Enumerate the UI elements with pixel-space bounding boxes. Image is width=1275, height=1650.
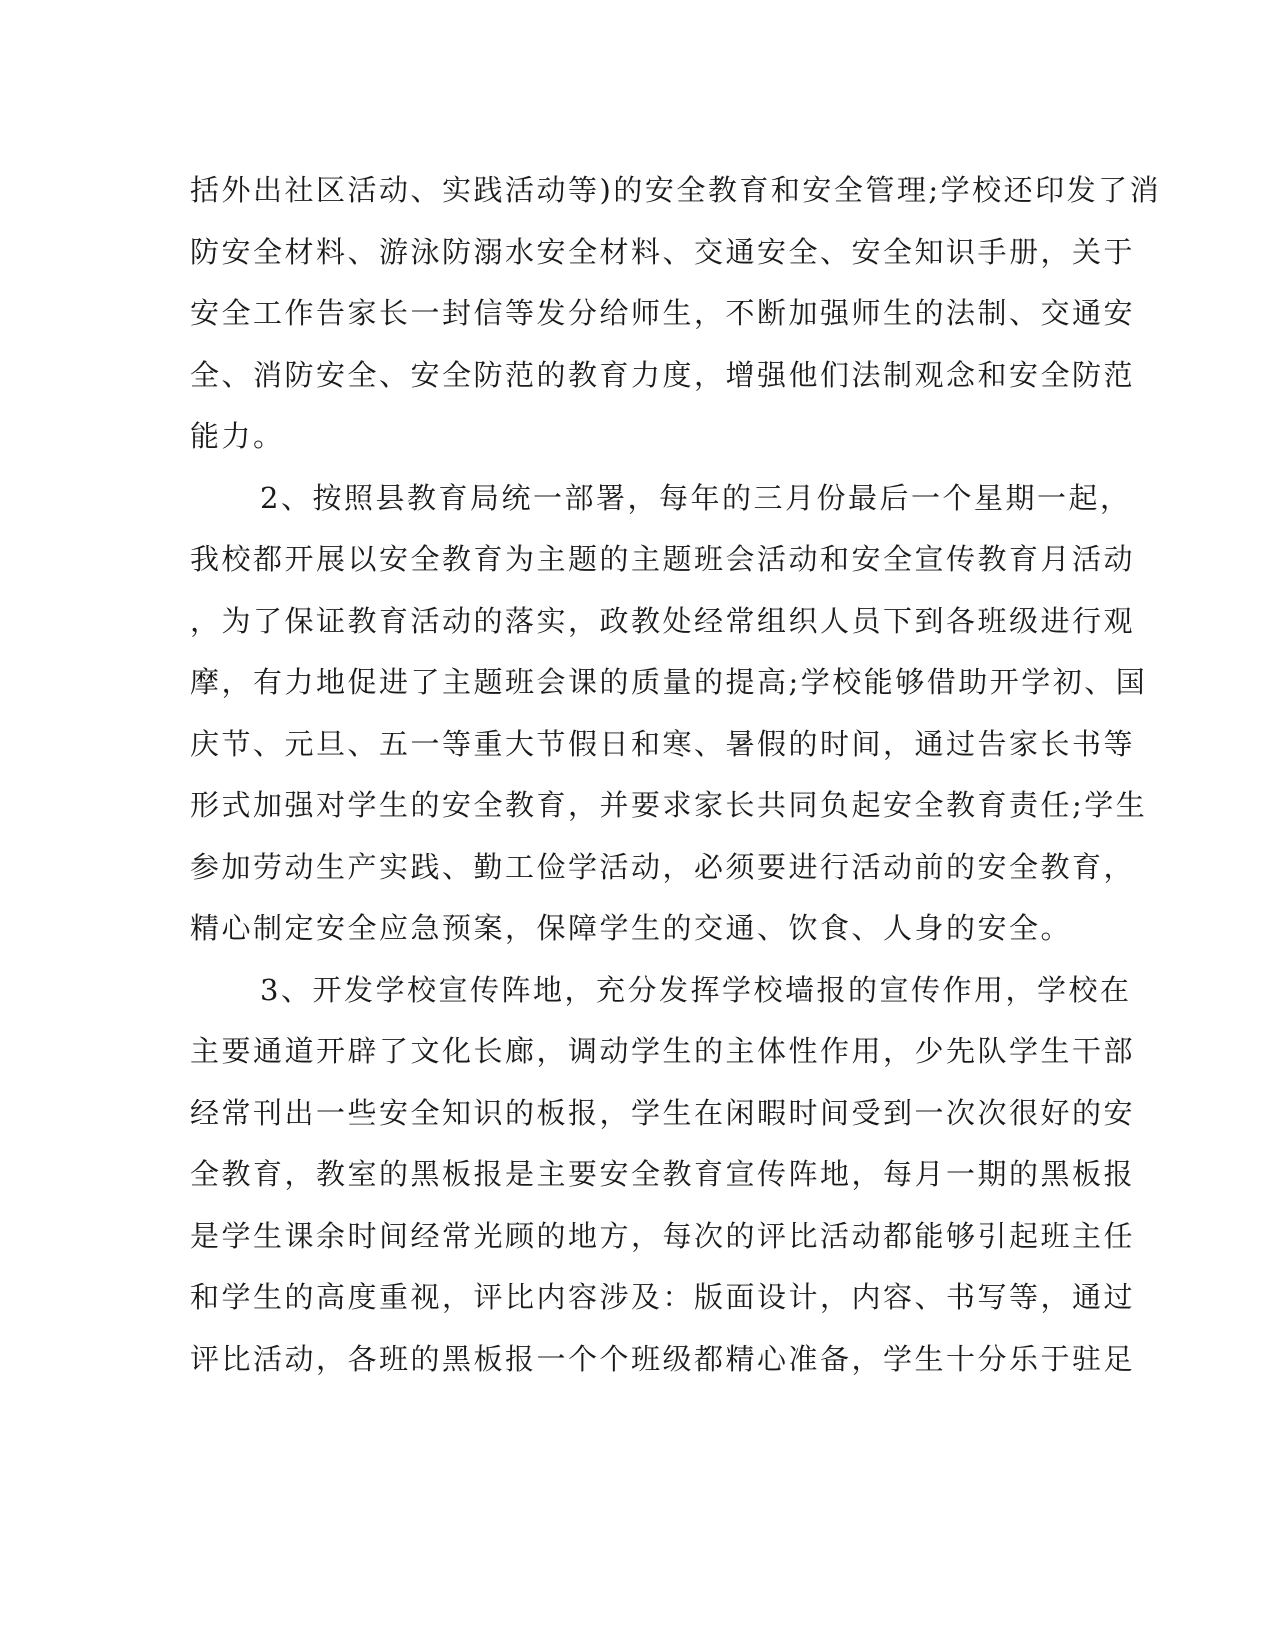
text-line: 摩，有力地促进了主题班会课的质量的提高;学校能够借助开学初、国 — [190, 665, 1148, 699]
text-line: 精心制定安全应急预案，保障学生的交通、饮食、人身的安全。 — [190, 911, 1073, 945]
paragraph-item-3 — [190, 960, 1136, 1391]
document-body — [190, 160, 1162, 1390]
text-line: 庆节、元旦、五一等重大节假日和寒、暑假的时间，通过告家长书等 — [190, 726, 1136, 761]
text-line: 我校都开展以安全教育为主题的主题班会活动和安全宣传教育月活动 — [190, 542, 1136, 576]
text-line: 和学生的高度重视，评比内容涉及：版面设计，内容、书写等，通过 — [190, 1280, 1136, 1314]
text-line: 经常刊出一些安全知识的板报，学生在闲暇时间受到一次次很好的安 — [190, 1095, 1136, 1130]
text-line: 能力。 — [190, 419, 285, 453]
text-line: ，为了保证教育活动的落实，政教处经常组织人员下到各班级进行观 — [190, 603, 1136, 638]
text-line: 形式加强对学生的安全教育，并要求家长共同负起安全教育责任;学生 — [190, 788, 1148, 822]
paragraph-item-2 — [190, 468, 1148, 960]
text-line: 是学生课余时间经常光顾的地方，每次的评比活动都能够引起班主任 — [190, 1218, 1136, 1253]
paragraph-continuation — [190, 160, 1162, 468]
text-line: 全教育，教室的黑板报是主要安全教育宣传阵地，每月一期的黑板报 — [190, 1157, 1136, 1191]
text-line: 评比活动，各班的黑板报一个个班级都精心准备，学生十分乐于驻足 — [190, 1341, 1136, 1376]
text-line: 主要通道开辟了文化长廊，调动学生的主体性作用，少先队学生干部 — [190, 1034, 1136, 1068]
text-line: 参加劳动生产实践、勤工俭学活动，必须要进行活动前的安全教育， — [190, 849, 1136, 884]
text-line: 安全工作告家长一封信等发分给师生，不断加强师生的法制、交通安 — [190, 296, 1136, 330]
text-line: 括外出社区活动、实践活动等)的安全教育和安全管理;学校还印发了消 — [190, 173, 1162, 207]
text-line: 防安全材料、游泳防溺水安全材料、交通安全、安全知识手册，关于 — [190, 234, 1136, 269]
text-line: 全、消防安全、安全防范的教育力度，增强他们法制观念和安全防范 — [190, 357, 1136, 392]
text-line: 3、开发学校宣传阵地，充分发挥学校墙报的宣传作用，学校在 — [260, 972, 1132, 1007]
text-line: 2、按照县教育局统一部署，每年的三月份最后一个星期一起， — [260, 480, 1132, 515]
